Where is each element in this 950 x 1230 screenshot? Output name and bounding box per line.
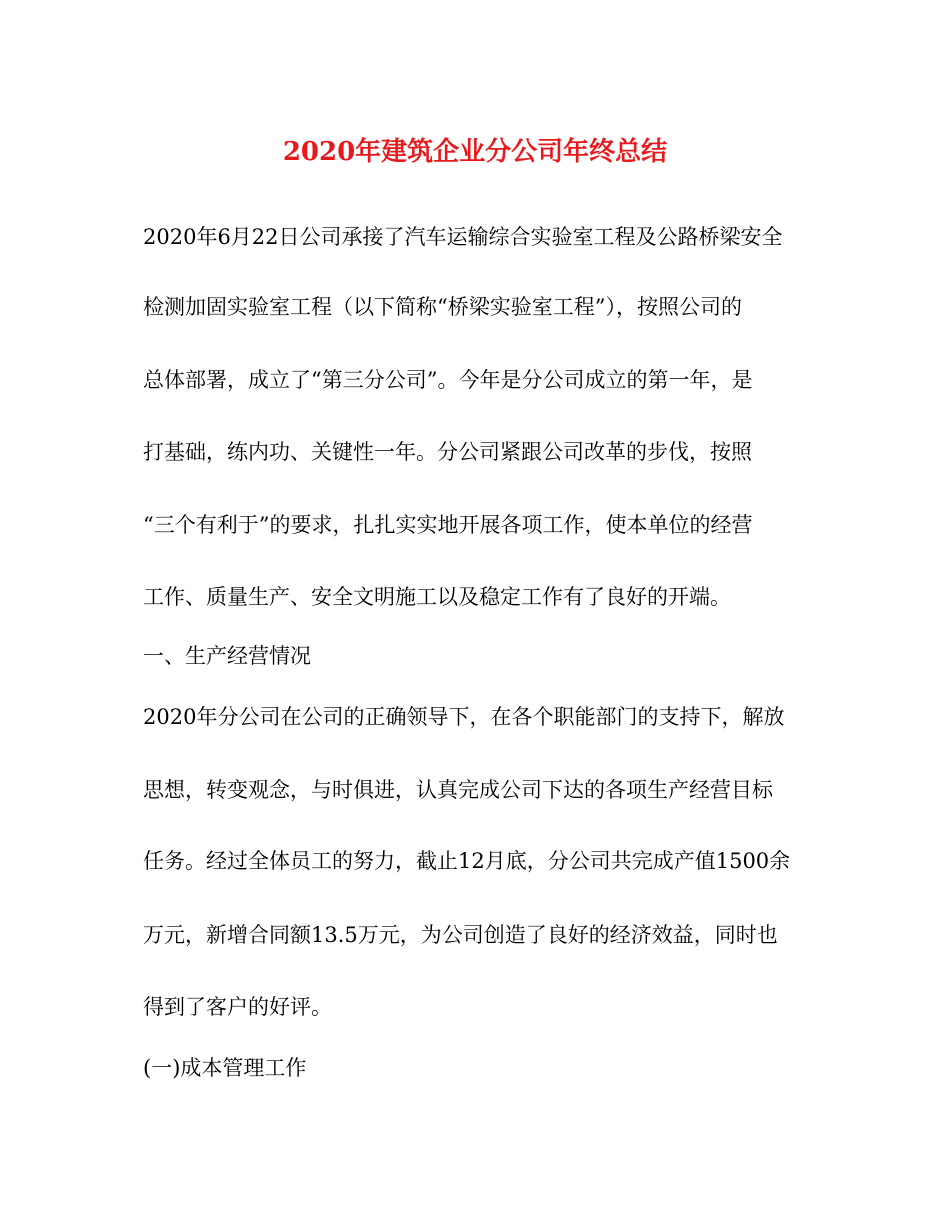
section1-line-4: 万元，新增合同额13.5万元，为公司创造了良好的经济效益，同时也: [143, 923, 778, 947]
section1-line-5: 得到了客户的好评。: [143, 995, 332, 1019]
intro-line-4: 打基础，练内功、关键性一年。分公司紧跟公司改革的步伐，按照: [143, 440, 752, 464]
intro-line-3: 总体部署，成立了“第三分公司”。今年是分公司成立的第一年，是: [143, 368, 753, 392]
section1-line-3: 任务。经过全体员工的努力，截止12月底，分公司共完成产值1500余: [143, 849, 791, 873]
document-title: 2020年建筑企业分公司年终总结: [282, 137, 668, 167]
intro-line-1: 2020年6月22日公司承接了汽车运输综合实验室工程及公路桥梁安全: [143, 225, 783, 249]
intro-line-2: 检测加固实验室工程（以下简称“桥梁实验室工程”），按照公司的: [143, 295, 742, 319]
section-heading-production: 一、生产经营情况: [143, 644, 311, 668]
section1-line-2: 思想，转变观念，与时俱进，认真完成公司下达的各项生产经营目标: [143, 778, 773, 802]
intro-line-5: “三个有利于”的要求，扎扎实实地开展各项工作，使本单位的经营: [143, 513, 753, 537]
subsection-heading-cost-management: (一)成本管理工作: [143, 1056, 307, 1080]
section1-line-1: 2020年分公司在公司的正确领导下，在各个职能部门的支持下，解放: [143, 705, 785, 729]
intro-line-6: 工作、质量生产、安全文明施工以及稳定工作有了良好的开端。: [143, 585, 731, 609]
